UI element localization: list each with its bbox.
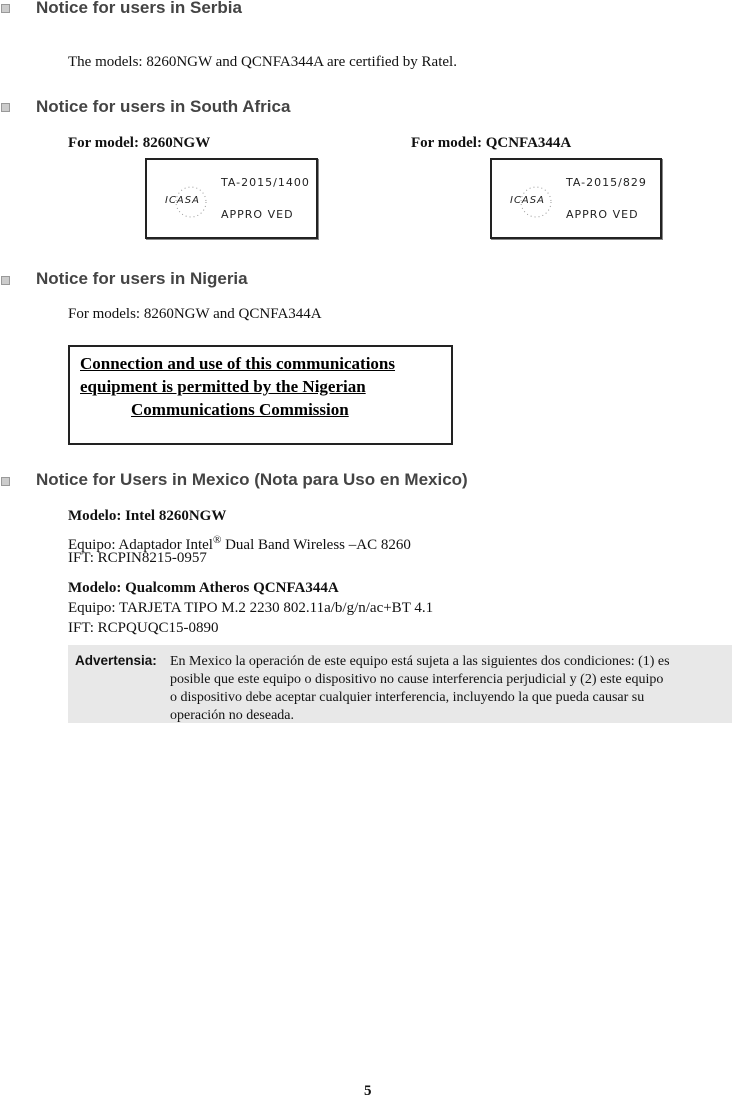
mexico-model2-equipo: Equipo: TARJETA TIPO M.2 2230 802.11a/b/g/n/ac+BT 4.1 <box>68 600 434 616</box>
warning-line: En Mexico la operación de este equipo está sujeta a las siguientes dos condiciones: (1) es <box>170 654 670 669</box>
nigeria-box-line: Communications Commission <box>131 400 349 419</box>
equipo-text: Equipo: Adaptador Intel <box>68 537 213 553</box>
registered-mark: ® <box>212 534 222 546</box>
mexico-model1-title: Modelo: Intel 8260NGW <box>68 508 227 524</box>
mexico-model1-ift: IFT: RCPIN8215-0957 <box>68 550 207 566</box>
bullet-icon <box>1 276 10 285</box>
icasa-logo: ICASA <box>165 195 200 206</box>
left-model-label: For model: 8260NGW <box>68 135 211 151</box>
mexico-model2-ift: IFT: RCPQUQC15-0890 <box>68 620 219 636</box>
warning-line: operación no deseada. <box>170 708 294 723</box>
nigeria-approval-box <box>68 345 453 445</box>
warning-label: Advertensia: <box>75 653 157 668</box>
label-code: TA-2015/1400 <box>221 176 310 189</box>
equipo-text-rest: Dual Band Wireless –AC 8260 <box>221 537 411 553</box>
page-number: 5 <box>364 1083 372 1099</box>
bullet-icon <box>1 103 10 112</box>
label-status: APPRO VED <box>566 208 639 221</box>
south-africa-heading: Notice for users in South Africa <box>36 97 291 116</box>
warning-line: posible que este equipo o dispositivo no cause interferencia perjudicial y (2) este equipo <box>170 672 664 687</box>
icasa-label-left <box>145 158 318 239</box>
icasa-logo: ICASA <box>510 195 545 206</box>
right-model-label: For model: QCNFA344A <box>411 135 572 151</box>
serbia-text: The models: 8260NGW and QCNFA344A are certified by Ratel. <box>68 54 457 70</box>
bullet-icon <box>1 4 10 13</box>
mexico-model2-title: Modelo: Qualcomm Atheros QCNFA344A <box>68 580 339 596</box>
nigeria-text: For models: 8260NGW and QCNFA344A <box>68 306 322 322</box>
warning-line: o dispositivo debe aceptar cualquier interferencia, incluyendo la que pueda causar su <box>170 690 645 705</box>
serbia-heading: Notice for users in Serbia <box>36 0 242 17</box>
bullet-icon <box>1 477 10 486</box>
nigeria-box-line: Connection and use of this communications <box>80 354 396 373</box>
nigeria-box-line: equipment is permitted by the Nigerian <box>80 377 366 396</box>
label-status: APPRO VED <box>221 208 294 221</box>
mexico-heading: Notice for Users in Mexico (Nota para Uso en Mexico) <box>36 470 468 489</box>
icasa-label-right <box>490 158 662 239</box>
warning-text <box>170 653 732 725</box>
warning-box <box>68 645 732 723</box>
label-code: TA-2015/829 <box>566 176 647 189</box>
nigeria-heading: Notice for users in Nigeria <box>36 269 248 288</box>
